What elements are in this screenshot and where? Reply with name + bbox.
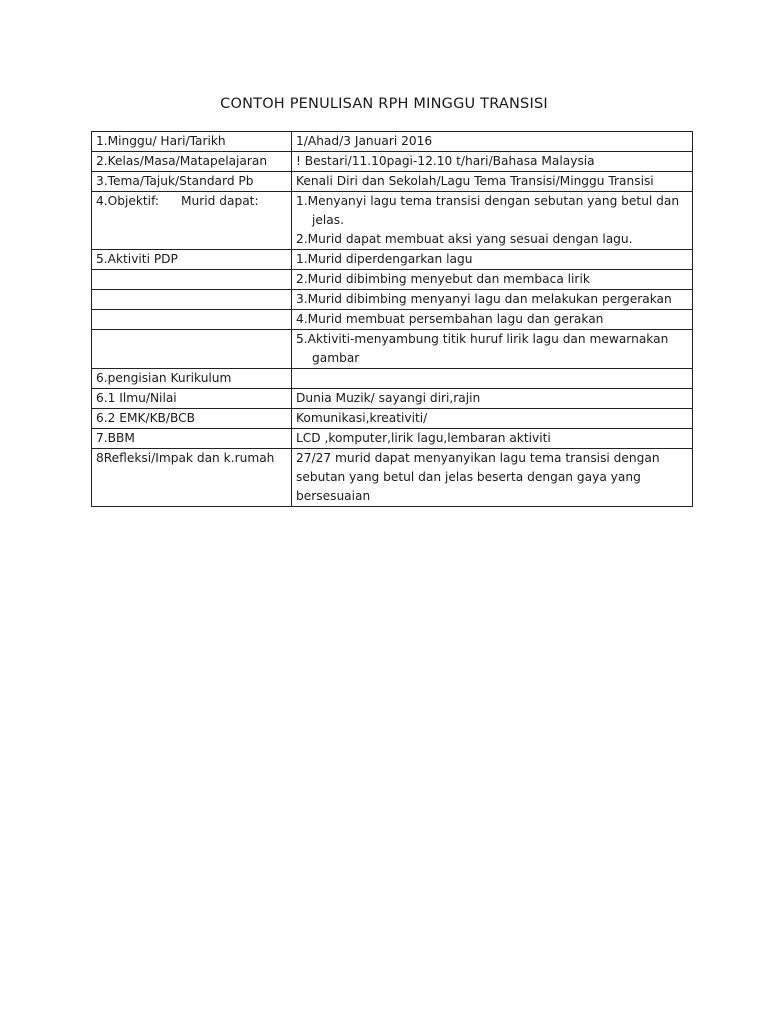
objektif-label: 4.Objektif:	[96, 194, 160, 208]
row-value: 1/Ahad/3 Januari 2016	[292, 132, 693, 152]
row-value	[292, 330, 693, 369]
row-value: Dunia Muzik/ sayangi diri,rajin	[292, 389, 693, 409]
table-row	[92, 449, 693, 507]
row-value: LCD ,komputer,lirik lagu,lembaran aktiviti	[292, 429, 693, 449]
table-row	[92, 270, 693, 290]
row-value	[292, 192, 693, 250]
table-row	[92, 192, 693, 250]
table-row	[92, 409, 693, 429]
row-label: 2.Kelas/Masa/Matapelajaran	[92, 152, 292, 172]
row-label: 7.BBM	[92, 429, 292, 449]
activity-item: 5.Aktiviti-menyambung titik huruf lirik lagu dan mewarnakan gambar	[296, 332, 669, 365]
row-label: 6.pengisian Kurikulum	[92, 369, 292, 389]
row-value: 1.Murid diperdengarkan lagu	[292, 250, 693, 270]
row-label: 5.Aktiviti PDP	[92, 250, 292, 270]
row-value: Kenali Diri dan Sekolah/Lagu Tema Transisi/Minggu Transisi	[292, 172, 693, 192]
table-row	[92, 290, 693, 310]
table-row	[92, 369, 693, 389]
row-value: 27/27 murid dapat menyanyikan lagu tema transisi dengan sebutan yang betul dan jelas beserta dengan gaya yang bersesuaian	[292, 449, 693, 507]
row-label: 8Refleksi/Impak dan k.rumah	[92, 449, 292, 507]
row-label: 3.Tema/Tajuk/Standard Pb	[92, 172, 292, 192]
row-value: ! Bestari/11.10pagi-12.10 t/hari/Bahasa Malaysia	[292, 152, 693, 172]
row-label	[92, 330, 292, 369]
table-row	[92, 250, 693, 270]
row-value	[292, 369, 693, 389]
row-value: 3.Murid dibimbing menyanyi lagu dan melakukan pergerakan	[292, 290, 693, 310]
table-row	[92, 132, 693, 152]
row-value: 2.Murid dibimbing menyebut dan membaca lirik	[292, 270, 693, 290]
objective-item: 2.Murid dapat membuat aksi yang sesuai dengan lagu.	[296, 232, 633, 246]
row-label: 1.Minggu/ Hari/Tarikh	[92, 132, 292, 152]
row-label: 6.1 Ilmu/Nilai	[92, 389, 292, 409]
table-row	[92, 172, 693, 192]
rph-table	[91, 131, 693, 507]
row-label	[92, 270, 292, 290]
table-row	[92, 330, 693, 369]
row-value: Komunikasi,kreativiti/	[292, 409, 693, 429]
objective-item: 1.Menyanyi lagu tema transisi dengan sebutan yang betul dan jelas.	[296, 194, 680, 227]
row-label	[92, 192, 292, 250]
document-title: CONTOH PENULISAN RPH MINGGU TRANSISI	[220, 96, 548, 112]
row-value: 4.Murid membuat persembahan lagu dan gerakan	[292, 310, 693, 330]
table-row	[92, 429, 693, 449]
row-label	[92, 310, 292, 330]
murid-dapat-label: Murid dapat:	[181, 194, 259, 208]
row-label: 6.2 EMK/KB/BCB	[92, 409, 292, 429]
row-label	[92, 290, 292, 310]
table-row	[92, 152, 693, 172]
table-row	[92, 310, 693, 330]
table-row	[92, 389, 693, 409]
